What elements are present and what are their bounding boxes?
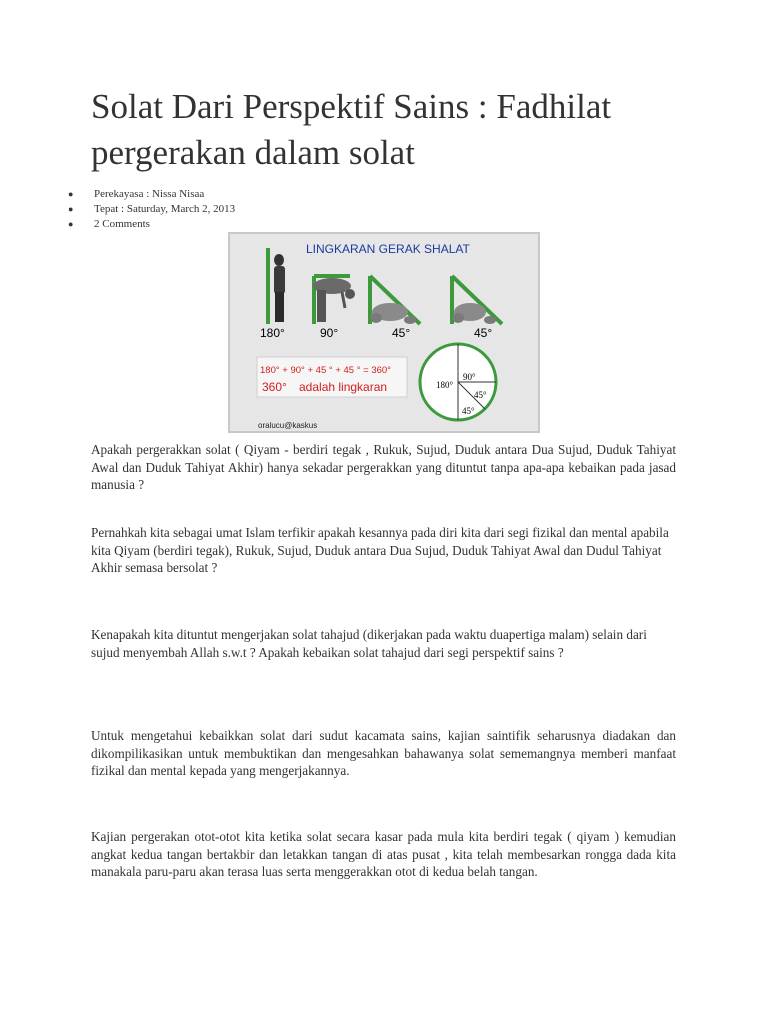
circle-label-90: 90° (463, 372, 476, 382)
qiyam-figure (268, 248, 285, 324)
meta-comments-text[interactable]: 2 Comments (94, 218, 150, 230)
formula-text: 180° + 90° + 45 ° + 45 ° = 360° (260, 365, 391, 376)
circle-label-45b: 45° (462, 406, 475, 416)
meta-date-text: Tepat : Saturday, March 2, 2013 (94, 203, 236, 215)
angle-label-duduk: 45° (474, 326, 493, 340)
figure-credit: oralucu@kaskus (258, 421, 318, 430)
circle-label-45a: 45° (474, 390, 487, 400)
meta-date (68, 202, 235, 217)
rukuk-figure (313, 276, 355, 324)
page-title: Solat Dari Perspektif Sains : Fadhilat pergerakan dalam solat (91, 87, 612, 172)
formula-caption-text: adalah lingkaran (299, 380, 388, 394)
paragraph-5: Kajian pergerakan otot-otot kita ketika solat secara kasar pada mula kita berdiri tegak ( qiyam ) kemudian angkat kedua tangan bertakbir dan letakkan tangan di atas pusat , kita telah membesarkan rongga dada kita manakala paru-paru akan terasa luas serta menggerakkan otot di kedua belah tangan. (91, 829, 676, 880)
paragraph-1: Apakah pergerakkan solat ( Qiyam - berdiri tegak , Rukuk, Sujud, Duduk antara Dua Sujud, Duduk Tahiyat Awal dan Duduk Tahiyat Akhir) hanya sekadar pergerakkan yang dituntut tanpa apa-apa kebaikan pada jasad manusia ? (91, 442, 676, 493)
bullet-icon: ● (68, 189, 74, 199)
meta-author-text: Perekayasa : Nissa Nisaa (94, 188, 205, 200)
post-meta-list (68, 187, 235, 232)
bullet-icon: ● (68, 204, 74, 214)
circle-label-180: 180° (436, 380, 454, 390)
figure-heading: LINGKARAN GERAK SHALAT (306, 242, 470, 256)
paragraph-3: Kenapakah kita dituntut mengerjakan solat tahajud (dikerjakan pada waktu duapertiga malam) selain dari sujud menyembah Allah s.w.t ? Apakah kebaikan solat tahajud dari segi perspektif sains ? (91, 627, 647, 660)
angle-label-sujud: 45° (392, 326, 411, 340)
meta-author (68, 187, 235, 202)
angle-circle (420, 344, 496, 420)
sujud-figure (370, 276, 420, 324)
meta-comments[interactable] (68, 217, 235, 232)
paragraph-2: Pernahkah kita sebagai umat Islam terfikir apakah kesannya pada diri kita dari segi fizikal dan mental apabila kita Qiyam (berdiri tegak), Rukuk, Sujud, Duduk antara Dua Sujud, Duduk Tahiyat Awal dan Dudul Tahiyat Akhir semasa bersolat ? (91, 525, 669, 576)
prayer-movement-diagram (230, 234, 538, 431)
angle-label-qiyam: 180° (260, 326, 285, 340)
prayer-movement-figure (228, 232, 540, 433)
bullet-icon: ● (68, 219, 74, 229)
angle-label-rukuk: 90° (320, 326, 339, 340)
paragraph-4: Untuk mengetahui kebaikkan solat dari sudut kacamata sains, kajian saintifik seharusnya diadakan dan dikompilikasikan untuk membuktikan dan mengesahkan bahawanya solat sememangnya memberi manfaat fizikal dan mental kepada yang mengerjakannya. (91, 728, 676, 779)
duduk-figure (452, 276, 502, 324)
formula-caption-angle: 360° (262, 380, 287, 394)
